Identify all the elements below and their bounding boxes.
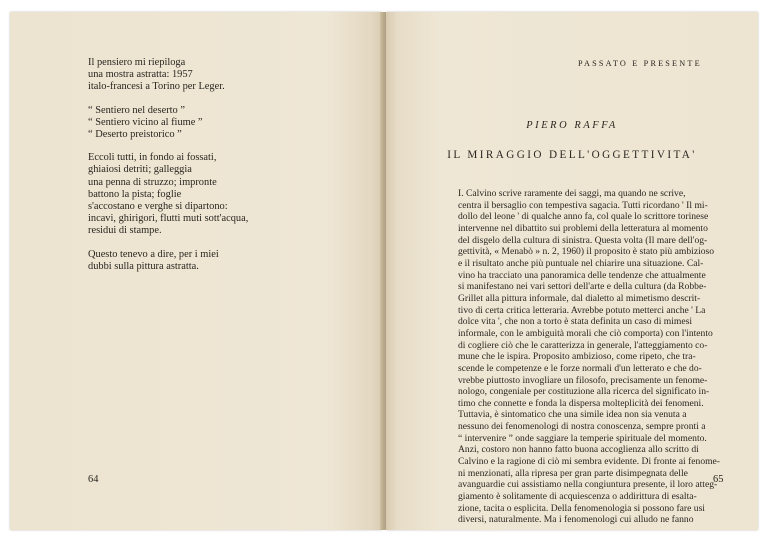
article-title: IL MIRAGGIO DELL'OGGETTIVITA' [447, 149, 697, 161]
text-line: vrebbe piuttosto invogliare un filosofo, precisamente un fenome- [458, 374, 708, 386]
poem-line: una mostra astratta: 1957 [88, 69, 193, 81]
text-line: mune che le ispira. Proposito ambizioso, come ripeto, che tra- [458, 351, 696, 363]
text-line: timo che connette e fonda la dispersa molteplicità dei fenomeni. [458, 397, 704, 409]
text-line: tivo di certa critica letteraria. Avrebbe potuto metterci anche ' La [458, 304, 706, 316]
poem-line: italo-francesi a Torino per Leger. [88, 81, 225, 93]
text-line: di cogliere ciò che le caratterizza in generale, l'atteggiamento co- [458, 339, 708, 351]
text-line: Grillet alla pittura informale, dal dialetto al mimetismo descrit- [458, 292, 701, 304]
left-page [10, 12, 382, 530]
text-line: avanguardie cui assistiamo nella congiuntura presente, il loro atteg- [458, 479, 718, 491]
text-line: nologo, congeniale per costituzione alla ricerca del significato in- [458, 386, 710, 398]
poem-line: ghiaiosi detriti; galleggia [88, 164, 192, 176]
poem-line: “ Sentiero vicino al fiume ” [88, 116, 203, 128]
poem-line: “ Deserto preistorico ” [88, 129, 182, 141]
poem-line: “ Sentiero nel deserto ” [88, 104, 185, 116]
text-line: gettività, « Menabò » n. 2, 1960) il proposito è stato più ambizioso [458, 246, 715, 258]
page-number-left: 64 [88, 474, 99, 485]
text-line: informale, con le ambiguità morali che ciò comporta) con l'intento [458, 327, 713, 339]
text-line: centra il bersaglio con tempestiva sagacia. Tutti ricordano ' Il mi- [458, 199, 708, 211]
poem-line: dubbi sulla pittura astratta. [88, 260, 199, 272]
poem [88, 57, 368, 284]
text-line: ni menzionati, alla ripresa per gran parte disimpegnata delle [458, 467, 688, 479]
poem-line: incavi, ghirigori, flutti muti sott'acqua, [88, 213, 249, 225]
right-page [386, 12, 758, 530]
poem-stanza [88, 249, 368, 273]
text-line: zione, tacita o esplicita. Della fenomenologia si possono fare usi [458, 502, 705, 514]
text-line: del disgelo della cultura di sinistra. Questa volta (Il mare dell'og- [458, 234, 708, 246]
text-line: nessuno dei fenomenologi di nostra conoscenza, sempre pronti a [458, 421, 706, 433]
text-line: dollo del leone ' di qualche anno fa, col quale lo scrittore torinese [458, 211, 709, 223]
text-line: I. Calvino scrive raramente dei saggi, ma quando ne scrive, [458, 188, 686, 199]
poem-line: Questo tenevo a dire, per i miei [88, 248, 219, 260]
poem-line: Eccoli tutti, in fondo ai fossati, [88, 152, 217, 164]
text-line: Calvino e la ragione di ciò mi sembra evidente. Di fronte ai fenome- [458, 456, 720, 468]
poem-line: battono la pista; foglie [88, 188, 182, 200]
poem-line: una penna di struzzo; impronte [88, 176, 217, 188]
text-line: Tuttavia, è sintomatico che una simile idea non sia venuta a [458, 409, 687, 421]
book-spread [10, 12, 758, 530]
text-line: intervenne nel dibattito sui problemi della letteratura al momento [458, 222, 708, 234]
text-line: “ intervenire ” onde saggiare la temperie spirituale del momento. [458, 432, 707, 444]
page-number-right: 65 [713, 474, 724, 485]
text-line: si manifestano nei vari settori dell'arte e della cultura (da Robbe- [458, 281, 707, 293]
running-head: PASSATO E PRESENTE [578, 59, 702, 68]
poem-stanza [88, 57, 368, 94]
poem-stanza [88, 152, 368, 237]
poem-line: residui di stampe. [88, 225, 162, 237]
text-line: Anzi, costoro non hanno fatto buona accoglienza allo scritto di [458, 444, 699, 456]
article-author: PIERO RAFFA [526, 120, 618, 131]
text-line: diversi, naturalmente. Ma i fenomenologi cui alludo ne fanno [458, 514, 694, 526]
text-line: scende le competenze e le forze normali d'un letterato e che do- [458, 362, 702, 374]
poem-line: s'accostano e verghe si dipartono: [88, 201, 228, 213]
poem-line: Il pensiero mi riepiloga [88, 57, 186, 68]
text-line: giamento è solitamente di acquiescenza o addirittura di esalta- [458, 491, 697, 503]
text-line: e il risultato anche più puntuale nel chiarire una situazione. Cal- [458, 257, 704, 269]
poem-stanza [88, 105, 368, 142]
text-line: vino ha tracciato una panoramica delle tendenze che attualmente [458, 269, 706, 281]
text-line: dolce vita ', che non a torto è stata definita un caso di mimesi [458, 316, 693, 328]
article-body [458, 188, 720, 526]
